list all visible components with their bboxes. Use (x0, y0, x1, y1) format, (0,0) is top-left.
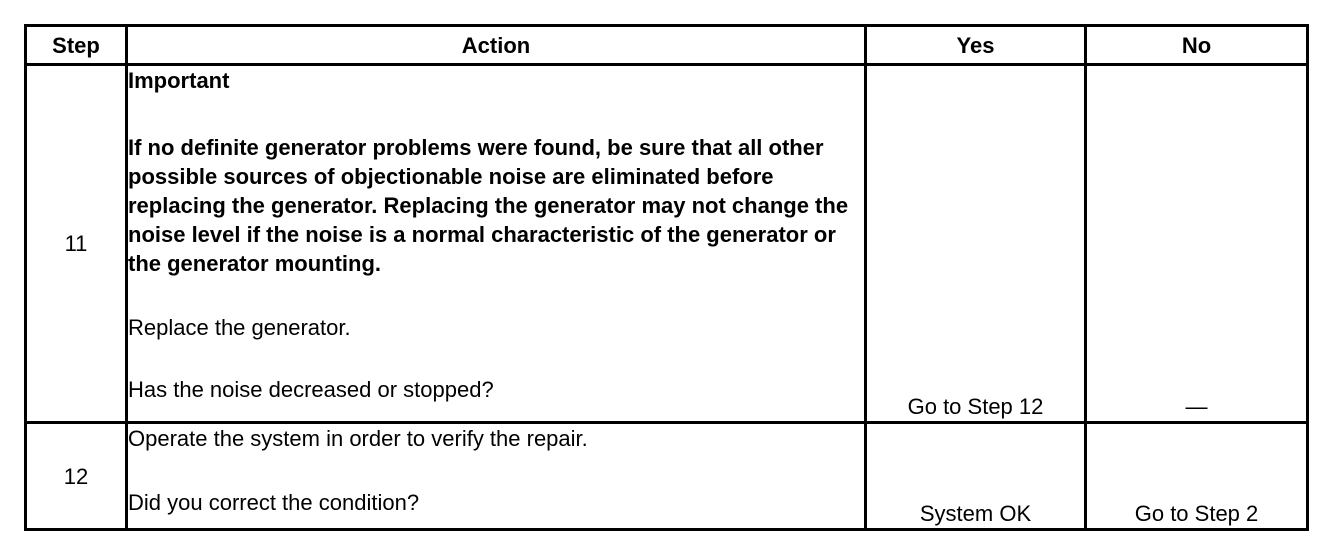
yes-result: Go to Step 12 (866, 65, 1086, 423)
no-result: — (1086, 65, 1308, 423)
diagnostic-steps-table (24, 24, 1309, 531)
question-text: Did you correct the condition? (128, 490, 420, 515)
table-row-step-11 (26, 65, 1308, 423)
header-row (26, 26, 1308, 65)
step-number: 11 (26, 65, 127, 423)
instruction-text: Replace the generator. (128, 315, 351, 340)
header-action: Action (127, 26, 866, 65)
important-label: Important (128, 68, 230, 93)
table-row-step-12 (26, 423, 1308, 530)
header-step: Step (26, 26, 127, 65)
no-result: Go to Step 2 (1086, 423, 1308, 530)
header-no: No (1086, 26, 1308, 65)
header-yes: Yes (866, 26, 1086, 65)
question-text: Has the noise decreased or stopped? (128, 377, 494, 402)
step-number: 12 (26, 423, 127, 530)
yes-result: System OK (866, 423, 1086, 530)
instruction-text: Operate the system in order to verify the repair. (128, 426, 588, 451)
action-cell (127, 65, 866, 423)
action-cell (127, 423, 866, 530)
important-note: If no definite generator problems were found, be sure that all other possible sources of objectionable noise are eliminated before replacing the generator. Replacing the generator may not change the noise level if the noise is a normal characteristic of the generator or the generator mounting. (128, 135, 849, 276)
